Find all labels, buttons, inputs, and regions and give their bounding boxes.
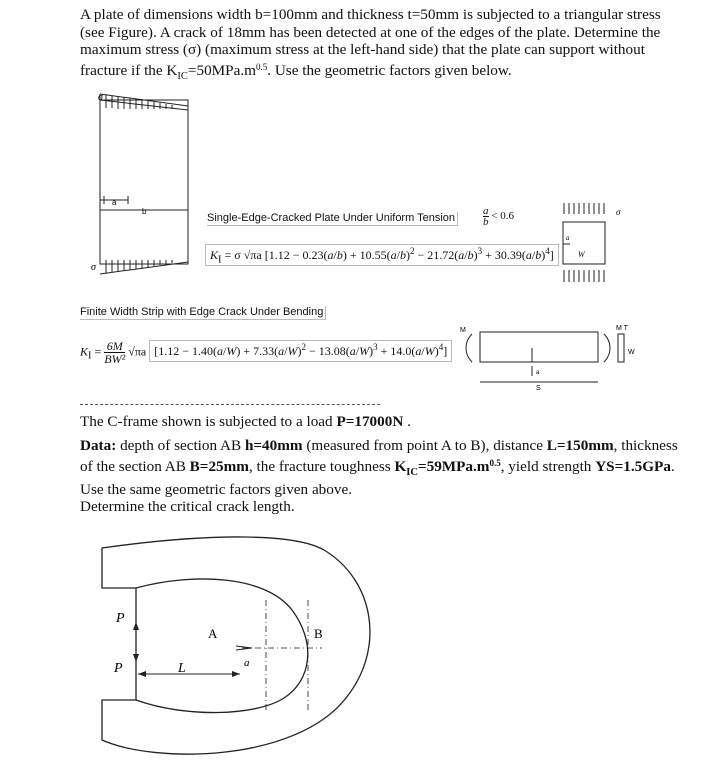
bending-caption: Finite Width Strip with Edge Crack Under Bending — [80, 306, 326, 318]
svg-text:M: M — [460, 327, 466, 334]
section-separator — [80, 404, 380, 405]
problem-2-question: Determine the critical crack length. — [80, 498, 295, 515]
plate-figure — [88, 92, 208, 276]
crack-length-label: a — [244, 657, 250, 669]
sigma-top-label: σ — [98, 92, 103, 103]
distance-l-label: L — [178, 661, 186, 676]
crack-a-label: a — [112, 198, 117, 207]
uniform-tension-caption: Single-Edge-Cracked Plate Under Uniform Tension — [207, 212, 458, 224]
load-p-bottom: P — [114, 661, 123, 676]
tension-sketch — [558, 200, 638, 286]
svg-text:σ: σ — [616, 207, 621, 217]
bending-formula: $K_I = \frac{6M}{\text{BW²}} √\pi a$ $[1.12 - 1.40(a/W) + 7.33(a/W)^2 - 13.08(a/W)^3 + 14.0(a/W)^4]$ — [80, 340, 452, 365]
uniform-tension-formula: $K_I = \sigma$ √πa $[1.12 - 0.23(a/b) + 10.55(a/b)^2 - 21.72(a/b)^3 + 30.39(a/b)^4]$ — [205, 246, 559, 265]
bending-sketch — [458, 320, 638, 392]
sigma-bottom-label: σ — [91, 262, 96, 273]
svg-text:W: W — [628, 349, 635, 356]
c-frame-outline — [102, 537, 370, 754]
svg-text:a: a — [566, 234, 570, 242]
plate-outline — [100, 100, 188, 264]
svg-text:M T: M T — [616, 325, 628, 332]
svg-text:W: W — [578, 250, 585, 259]
uniform-tension-condition: $\frac{a}{b} < 0.6$ — [483, 205, 514, 228]
svg-text:S: S — [536, 385, 541, 392]
problem-2-data: Data: depth of section AB h=40mm (measured from point A to B), distance L=150mm, thickness of the section AB B=25mm, the fracture toughness $K_{IC}=59MPa.m^{0.5}$, yield strength YS=1.5GPa. Use the same geometric factors given above. — [80, 437, 678, 499]
point-a-label: A — [208, 626, 218, 641]
point-b-label: B — [314, 626, 323, 641]
width-b-label: b — [142, 207, 147, 216]
problem-2-intro: The C-frame shown is subjected to a load P=17000N . — [80, 413, 411, 430]
load-p-top: P — [116, 611, 125, 626]
svg-text:a: a — [536, 370, 540, 376]
c-frame-figure — [96, 530, 396, 766]
problem-1-statement: A plate of dimensions width b=100mm and thickness t=50mm is subjected to a triangular stress (see Figure). A crack of 18mm has been detected at one of the edges of the plate. Determine the maximum stress (σ) (maximum stress at the left-hand side) that the plate can support without fracture if the $K_{IC}=50MPa.m^{0.5}$. Use the geometric factors given below. — [80, 6, 661, 82]
